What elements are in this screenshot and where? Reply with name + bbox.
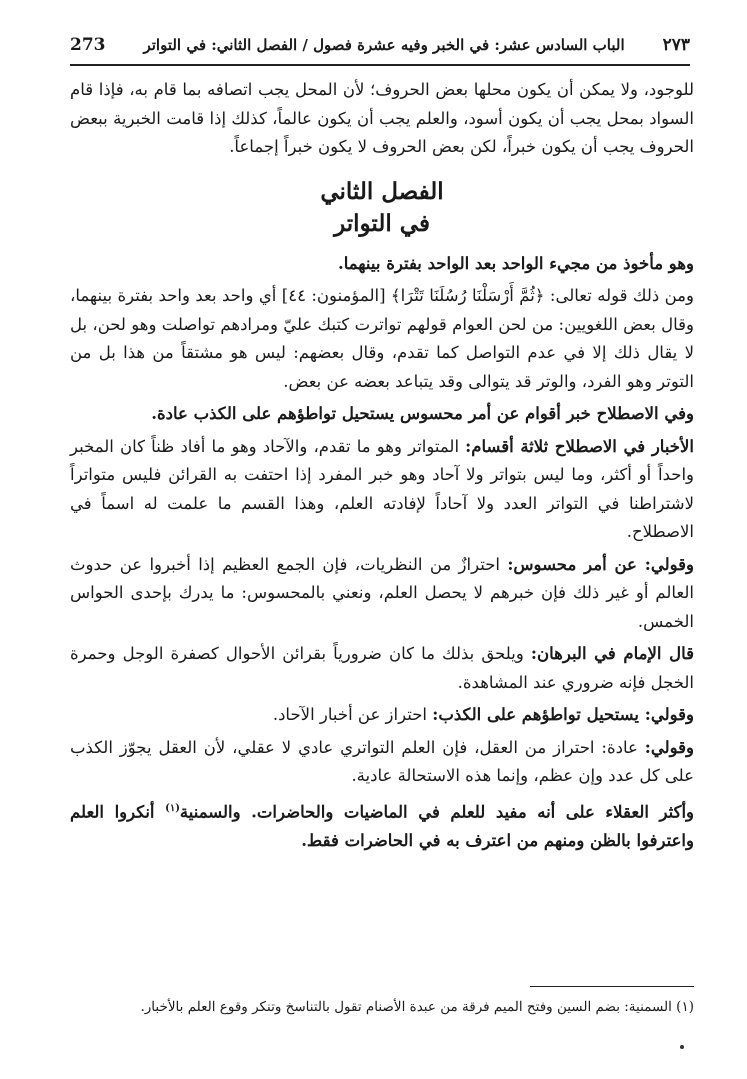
running-head: الباب السادس عشر: في الخبر وفيه عشرة فصول / الفصل الثاني: في التواتر	[143, 36, 625, 54]
header-rule	[70, 64, 690, 66]
page-number: 273	[70, 35, 106, 55]
closing-paragraph	[70, 795, 694, 856]
paragraph-lead: وقولي: يستحيل تواطؤهم على الكذب:	[432, 705, 694, 724]
paragraph-text: ومن ذلك قوله تعالى: ﴿ثُمَّ أَرْسَلْنَا رُسُلَنَا تَتْرَا﴾ [المؤمنون: ٤٤] أي واحد بعد واحد بفترة بينهما، وقال بعض اللغويين: من لحن العوام قولهم تواترت كتبك عليّ ومرادهم تواصلت وهو لحن، بل لا يقال ذلك إلا في عدم التواصل كما تقدم، وقال بعضهم: ليس هو مشتقاً من هذا بل من التوتر وهو الفرد، والوتر قد يتوالى وقد يتباعد بعضه عن بعض.	[70, 286, 694, 391]
paragraph-lead: قال الإمام في البرهان:	[530, 644, 694, 663]
paragraph-lead: وقولي:	[644, 737, 694, 757]
paragraph	[70, 400, 694, 429]
paragraph-text: عادة: احتراز من العقل، فإن العلم التواتري عادي لا عقلي، لأن العقل يجوّز الكذب على كل عدد وإن عظم، وإنما هذه الاستحالة عادية.	[70, 737, 694, 785]
footnote: (١) السمنية: بضم السين وفتح الميم فرقة من عبدة الأصنام تقول بالتناسخ وتنكر وقوع العلم بالأخبار.	[140, 999, 694, 1015]
paragraph-text: المتواتر وهو ما تقدم، والآحاد وهو ما أفاد ظناً كان المخبر واحداً أو أكثر، وما ليس بتواتر ولا آحاد وهو خبر المفرد إذا احتفت به القرائن فليس متواتراً لاشتراطنا في التواتر العدد ولا آحاداً لإفادته العلم، وهذا القسم ما علمت له اسماً في الاصطلاح.	[70, 436, 694, 541]
page-number-arabic: ٢٧٣	[662, 35, 690, 55]
paragraph-lead: وهو مأخوذ من مجيء الواحد بعد الواحد بفترة بينهما.	[338, 253, 694, 273]
page-dot	[680, 1045, 684, 1049]
paragraph	[70, 640, 694, 697]
closing-text-1: وأكثر العقلاء على أنه مفيد للعلم في الماضيات والحاضرات. والسمنية	[179, 802, 694, 821]
paragraph-lead: وقولي: عن أمر محسوس:	[507, 554, 694, 574]
paragraph-text: احتراز عن أخبار الآحاد.	[272, 705, 433, 724]
page-body	[70, 76, 694, 855]
paragraph	[70, 250, 694, 279]
page-header	[70, 30, 690, 60]
paragraph-lead: وفي الاصطلاح خبر أقوام عن أمر محسوس يستحيل تواطؤهم على الكذب عادة.	[151, 404, 694, 423]
closing-text-2: أنكروا العلم واعترفوا بالظن ومنهم من اعترف به في الحاضرات فقط.	[70, 802, 694, 850]
intro-paragraph: للوجود، ولا يمكن أن يكون محلها بعض الحروف؛ لأن المحل يجب اتصافه بما قام به، فإذا قام السواد بمحل يجب أن يكون أسود، والعلم يجب أن يكون عالماً، كذلك إذا قامت الخبرية ببعض الحروف يجب أن يكون خبراً، لكن بعض الحروف لا يكون خبراً إجماعاً.	[70, 80, 694, 156]
paragraph	[70, 551, 694, 637]
paragraph	[70, 701, 694, 730]
footnote-rule	[530, 986, 694, 987]
paragraph-lead: الأخبار في الاصطلاح ثلاثة أقسام:	[465, 436, 694, 456]
chapter-title: الفصل الثاني	[320, 177, 444, 205]
chapter-subtitle: في التواتر	[334, 209, 430, 237]
paragraph	[70, 282, 694, 396]
paragraph-text: ويلحق بذلك ما كان ضرورياً بقرائن الأحوال كصفرة الوجل وحمرة الخجل فإنه ضروري عند المشاهدة.	[70, 644, 694, 692]
paragraph-text: احترازٌ من النظريات، فإن الجمع العظيم إذا أخبروا عن حدوث العالم أو غير ذلك فإن خبرهم لا يحصل العلم، ونعني بالمحسوس: ما يدرك بإحدى الحواس الخمس.	[70, 554, 694, 631]
footnote-marker[interactable]: (١)	[165, 802, 180, 814]
paragraph	[70, 433, 694, 547]
paragraph	[70, 734, 694, 791]
